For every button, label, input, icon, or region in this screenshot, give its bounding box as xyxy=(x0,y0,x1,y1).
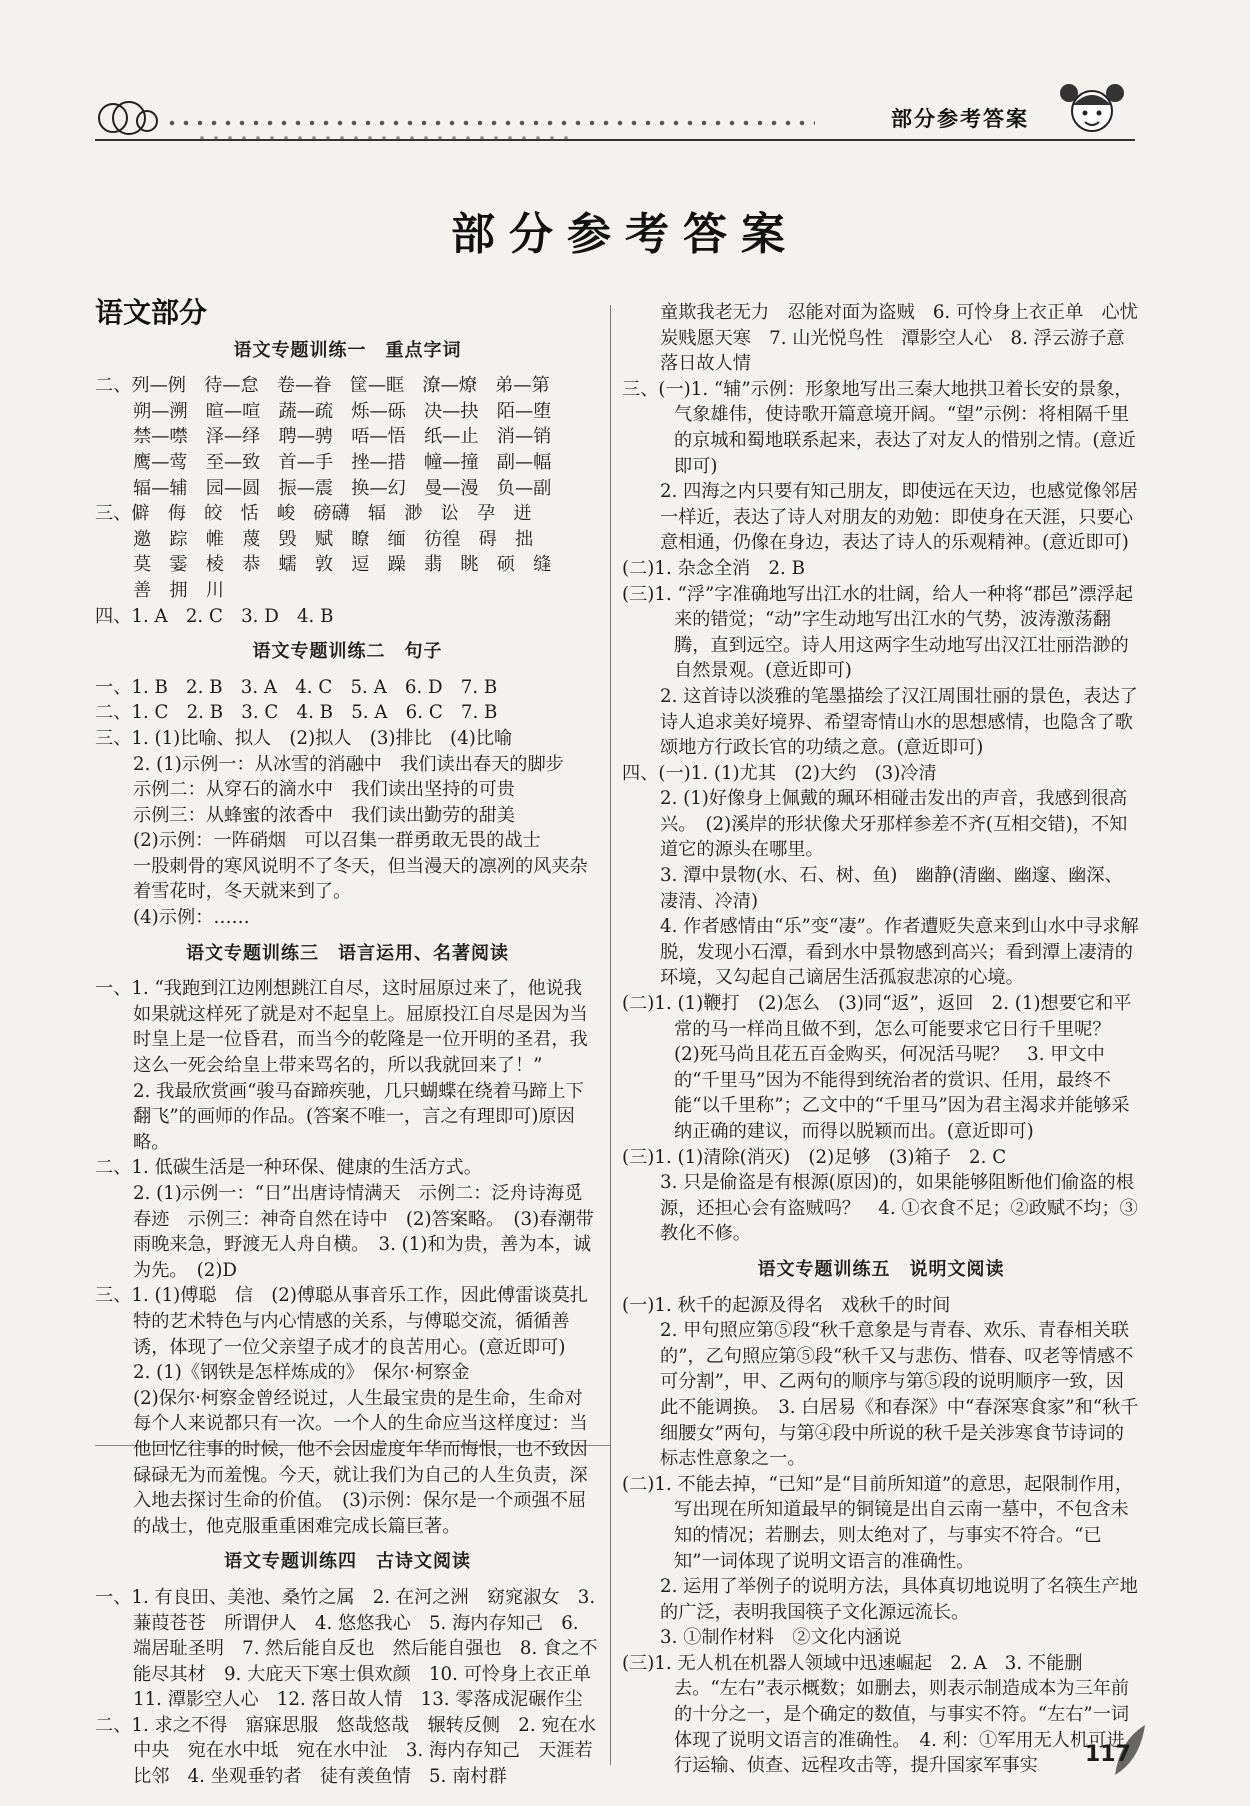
answer-paragraph: 2. 我最欣赏画“骏马奋蹄疾驰，几只蝴蝶在绕着马蹄上下翻飞”的画师的作品。(答案不唯一，言之有理即可)原因略。 xyxy=(133,1080,584,1153)
answer-line: 四、(一)1. (1)尤其 (2)大约 (3)冷清 xyxy=(622,762,937,784)
answer-line: 善 拥 川 xyxy=(133,579,224,601)
answer-paragraph: (二)1. 不能去掉，“已知”是“目前所知道”的意思，起限制作用，写出现在所知道最早的铜镜是出自云南一墓中，不包含未知的情况；若删去，则太绝对了，与事实不符合。“已知”一词体现了说明文语言的准确性。 xyxy=(622,1473,1134,1572)
answer-paragraph: 2. 运用了举例子的说明方法，具体真切地说明了名筷生产地的广泛，表明我国筷子文化源远流长。 xyxy=(660,1576,1138,1623)
subsection-title: 语文专题训练四 古诗文阅读 xyxy=(224,1551,471,1573)
subsection-title: 语文专题训练一 重点字词 xyxy=(233,339,462,361)
column-divider xyxy=(610,305,611,1765)
subsection-title: 语文专题训练二 句子 xyxy=(252,641,443,663)
header-title: 部分参考答案 xyxy=(891,107,1029,131)
answer-line: 二、1. C 2. B 3. C 4. B 5. A 6. C 7. B xyxy=(95,702,498,724)
page-title: 部分参考答案 xyxy=(451,209,799,260)
answer-paragraph: 2. (1)示例一：“日”出唐诗情满天 示例二：泛舟诗海觅春迹 示例三：神奇自然在诗中 (2)答案略。 (3)春潮带雨晚来急，野渡无人舟自横。 3. (1)和为贵，善为本，诚为先。 (2)D xyxy=(133,1183,594,1281)
answer-paragraph: 一、1. “我跑到江边刚想跳江自尽，这时屈原过来了，他说我如果就这样死了就是对不起皇上。屈原投江自尽是因为当时皇上是一位昏君，而当今的乾隆是一位开明的圣君，我这么一死会给皇上带来骂名的，所以我就回来了！” xyxy=(95,978,588,1077)
answer-line: (4)示例：…… xyxy=(133,907,250,929)
answer-paragraph: 2. 四海之内只要有知己朋友，即使远在天边，也感觉像邻居一样近，表达了诗人对朋友的劝勉：即使身在天涯，只要心意相通，仍像在身边，表达了诗人的乐观精神。(意近即可) xyxy=(660,481,1138,554)
answer-line: 三、僻 侮 皎 恬 峻 磅礴 辐 渺 讼 孕 迸 xyxy=(95,503,532,525)
answer-line: 二、列—例 待—怠 卷—眷 筐—眶 潦—燎 弟—第 xyxy=(95,375,550,397)
answer-paragraph: 二、1. 低碳生活是一种环保、健康的生活方式。 xyxy=(95,1157,482,1179)
right-column xyxy=(622,300,1143,1779)
header-rule xyxy=(95,139,1135,141)
answer-line: 鹰—莺 至—致 首—手 挫—措 幢—撞 副—幅 xyxy=(133,451,552,473)
left-column xyxy=(95,296,610,1790)
answer-line: 3. ①制作材料 ②文化内涵说 xyxy=(660,1627,902,1649)
answer-paragraph: (三)1. 无人机在机器人领域中迅速崛起 2. A 3. 不能删去。“左右”表示概数；如删去，则表示制造成本为三年前的十分之一，是个确定的数值，与事实不符。“左右”一词体现了说明文语言的准确性。 4. 利：①军用无人机可进行运输、侦查、远程攻击等，提升国家军事实 xyxy=(622,1652,1130,1777)
answer-paragraph: 2. 甲句照应第⑤段“秋千意象是与青春、欢乐、青春相关联的”，乙句照应第⑤段“秋千又与悲伤、惜春、叹老等情感不可分割”，甲、乙两句的顺序与第⑤段的说明顺序一致，因此不能调换。 3. 白居易《和春深》中“春深寒食家”和“秋千细腰女”两句，与第④段中所说的秋千是关涉寒食节诗词的标志性意象之一。 xyxy=(660,1320,1139,1470)
answer-line: (二)1. 杂念全消 2. B xyxy=(622,557,805,579)
answer-paragraph: 3. 只是偷盗是有根源(原因)的，如果能够阻断他们偷盗的根源，还担心会有盗贼吗？ 4. ①衣食不足；②政赋不均；③教化不修。 xyxy=(660,1172,1138,1245)
answer-paragraph: 3. 潭中景物(水、石、树、鱼) 幽静(清幽、幽邃、幽深、凄清、冷清) xyxy=(660,865,1123,912)
answer-line: 示例三：从蜂蜜的浓香中 我们读出勤劳的甜美 xyxy=(133,804,515,826)
answer-paragraph: 三、1. (1)傅聪 信 (2)傅聪从事音乐工作，因此傅雷谈莫扎特的艺术特色与内心情感的关系，与傅聪交流，循循善诱，体现了一位父亲望子成才的良苦用心。(意近即可) 2. (1)《钢铁是怎样炼成的》 保尔·柯察金 xyxy=(95,1285,588,1384)
answer-line: (三)1. (1)清除(消灭) (2)足够 (3)箱子 2. C xyxy=(622,1146,1007,1168)
answer-paragraph: 2. 这首诗以淡雅的笔墨描绘了汉江周围壮丽的景色，表达了诗人追求美好境界、希望寄情山水的思想感情，也隐含了歌颂地方行政长官的功绩之意。(意近即可) xyxy=(660,685,1138,759)
answer-line: 示例二：从穿石的滴水中 我们读出坚持的可贵 xyxy=(133,779,515,801)
circles-logo-icon xyxy=(95,93,165,143)
subsection-title: 语文专题训练三 语言运用、名著阅读 xyxy=(186,942,509,964)
answer-paragraph: 二、1. 求之不得 寤寐思服 悠哉悠哉 辗转反侧 2. 宛在水中央 宛在水中坻 宛在水中沚 3. 海内存知己 天涯若比邻 4. 坐观垂钓者 徒有羡鱼情 5. 南村群 xyxy=(95,1714,596,1788)
answer-paragraph: 4. 作者感情由“乐”变“凄”。作者遭贬失意来到山水中寻求解脱，发现小石潭，看到水中景物感到高兴；看到潭上凄清的环境，又勾起自己谪居生活孤寂悲凉的心境。 xyxy=(660,916,1139,989)
answer-line: (2)示例：一阵硝烟 可以召集一群勇敢无畏的战士 xyxy=(133,830,541,852)
answer-line: 朔—溯 暄—喧 蔬—疏 烁—砾 决—抉 陌—堕 xyxy=(133,400,552,422)
answer-line: 一、1. B 2. B 3. A 4. C 5. A 6. D 7. B xyxy=(95,676,498,698)
answer-line: (一)1. 秋千的起源及得名 戏秋千的时间 xyxy=(622,1294,951,1316)
answer-line: 邀 踪 帷 蔑 毁 赋 瞭 缅 彷徨 碍 拙 xyxy=(133,528,534,550)
page-number: 117 xyxy=(1085,1742,1131,1767)
answer-paragraph: 2. (1)好像身上佩戴的珮环相碰击发出的声音，我感到很高兴。 (2)溪岸的形状像犬牙那样参差不齐(互相交错)，不知道它的源头在哪里。 xyxy=(660,788,1128,861)
answer-paragraph: 童欺我老无力 忍能对面为盗贼 6. 可怜身上衣正单 心忧炭贱愿天寒 7. 山光悦鸟性 潭影空人心 8. 浮云游子意 落日故人情 xyxy=(660,302,1143,375)
header-dots-small xyxy=(195,133,575,143)
answer-paragraph: (二)1. (1)鞭打 (2)怎么 (3)同“返”，返回 2. (1)想要它和平常的马一样尚且做不到，怎么可能要求它日行千里呢？ (2)死马尚且花五百金购买，何况活马呢？ 3. 甲文中的“千里马”因为不能得到统治者的赏识、任用，最终不能“以千里称”；乙文中的“千里马”因为君主渴求并能够采纳正确的建议，而得以脱颖而出。(意近即可) xyxy=(622,993,1132,1142)
page-header xyxy=(95,75,1135,155)
answer-line: 四、1. A 2. C 3. D 4. B xyxy=(95,605,334,627)
girl-mascot-icon xyxy=(1055,75,1130,145)
subsection-title: 语文专题训练五 说明文阅读 xyxy=(757,1258,1005,1280)
answer-line: 莫 霎 棱 恭 蠕 敦 逗 躁 翡 眺 硕 缝 xyxy=(133,554,552,576)
answer-line: 2. (1)示例一：从冰雪的消融中 我们读出春天的脚步 xyxy=(133,753,564,775)
answer-line: 辐—辅 园—圆 振—震 换—幻 曼—漫 负—副 xyxy=(133,477,552,499)
answer-line: 三、1. (1)比喻、拟人 (2)拟人 (3)排比 (4)比喻 xyxy=(95,727,513,749)
answer-line: 一股刺骨的寒风说明不了冬天，但当漫天的凛冽的风夹杂着雪花时，冬天就来到了。 xyxy=(133,855,588,903)
answer-paragraph: (三)1. “浮”字准确地写出江水的壮阔，给人一种将“郡邑”漂浮起来的错觉；“动”字生动地写出江水的气势，波涛激荡翻腾，直到远空。诗人用这两字生动地写出汉江壮丽浩渺的自然景观。(意近即可) xyxy=(622,583,1134,682)
section-title-chinese: 语文部分 xyxy=(95,296,208,329)
answer-line: 禁—噤 泽—绎 聘—骋 唔—悟 纸—止 消—销 xyxy=(133,426,552,448)
header-dots xyxy=(165,117,815,129)
answer-paragraph: 一、1. 有良田、美池、桑竹之属 2. 在河之洲 窈窕淑女 3. 蒹葭苍苍 所谓伊人 4. 悠悠我心 5. 海内存知己 6. 端居耻圣明 7. 然后能自反也 然后能自强也 8. 食之不能尽其材 9. 大庇天下寒士俱欢颜 10. 可怜身上衣正单 11. 潭影空人心 12. 落日故人情 13. 零落成泥碾作尘 xyxy=(95,1586,610,1711)
answer-paragraph: (2)保尔·柯察金曾经说过，人生最宝贵的是生命，生命对每个人来说都只有一次。一个人的生命应当这样度过：当他回忆往事的时候，他不会因虚度年华而悔恨，也不致因碌碌无为而羞愧。今天，就让我们为自己的人生负责，深入地去探讨生命的价值。 (3)示例：保尔是一个顽强不屈的战士，他克服重重困难完成长篇巨著。 xyxy=(133,1387,588,1537)
answer-paragraph: 三、(一)1. “辅”示例：形象地写出三秦大地拱卫着长安的景象，气象雄伟，使诗歌开篇意境开阔。“望”示例：将相隔千里的京城和蜀地联系起来，表达了对友人的惜别之情。(意近即可) xyxy=(622,378,1136,477)
